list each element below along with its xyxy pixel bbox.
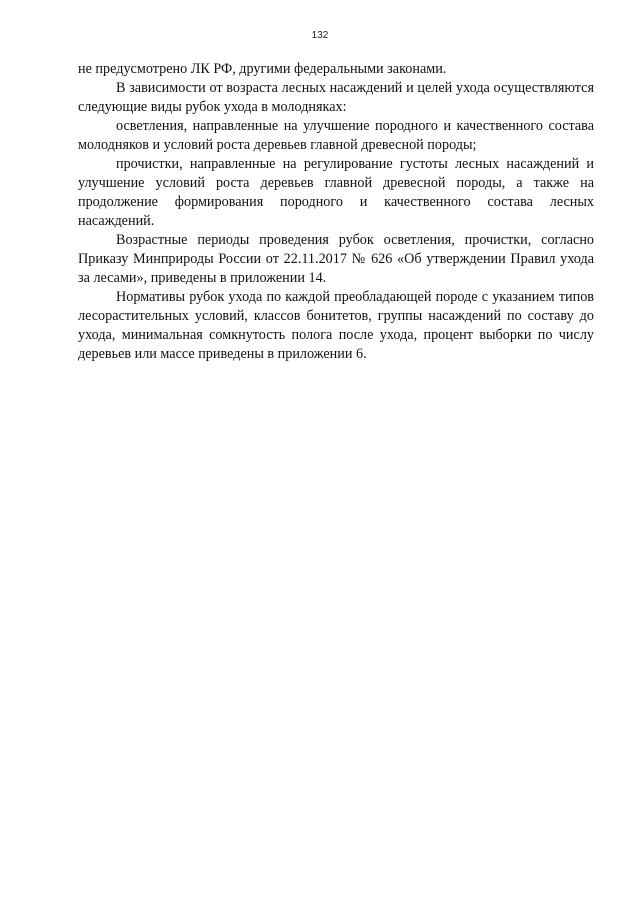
- paragraph-cleaning: прочистки, направленные на регулирование густоты лесных насаждений и улучшение условий роста деревьев главной древесной породы, а также на продолжение формирования породного и качественного состава лесных насаждений.: [78, 156, 594, 229]
- paragraph-norms: Нормативы рубок ухода по каждой преобладающей породе с указанием типов лесорастительных условий, классов бонитетов, группы насаждений по составу до ухода, минимальная сомкнутость полога после ухода, процент выборки по числу деревьев или массе приведены в приложении 6.: [78, 289, 594, 362]
- page-number: 132: [311, 30, 329, 41]
- paragraph-age-periods: Возрастные периоды проведения рубок осветления, прочистки, согласно Приказу Минприроды России от 22.11.2017 № 626 «Об утверждении Правил ухода за лесами», приведены в приложении 14.: [78, 232, 594, 286]
- document-body: [78, 60, 594, 364]
- paragraph-thinning-types: В зависимости от возраста лесных насаждений и целей ухода осуществляются следующие виды рубок ухода в молодняках:: [78, 80, 594, 115]
- paragraph-continuation: не предусмотрено ЛК РФ, другими федеральными законами.: [78, 61, 447, 77]
- paragraph-clarification: осветления, направленные на улучшение породного и качественного состава молодняков и условий роста деревьев главной древесной породы;: [78, 118, 594, 153]
